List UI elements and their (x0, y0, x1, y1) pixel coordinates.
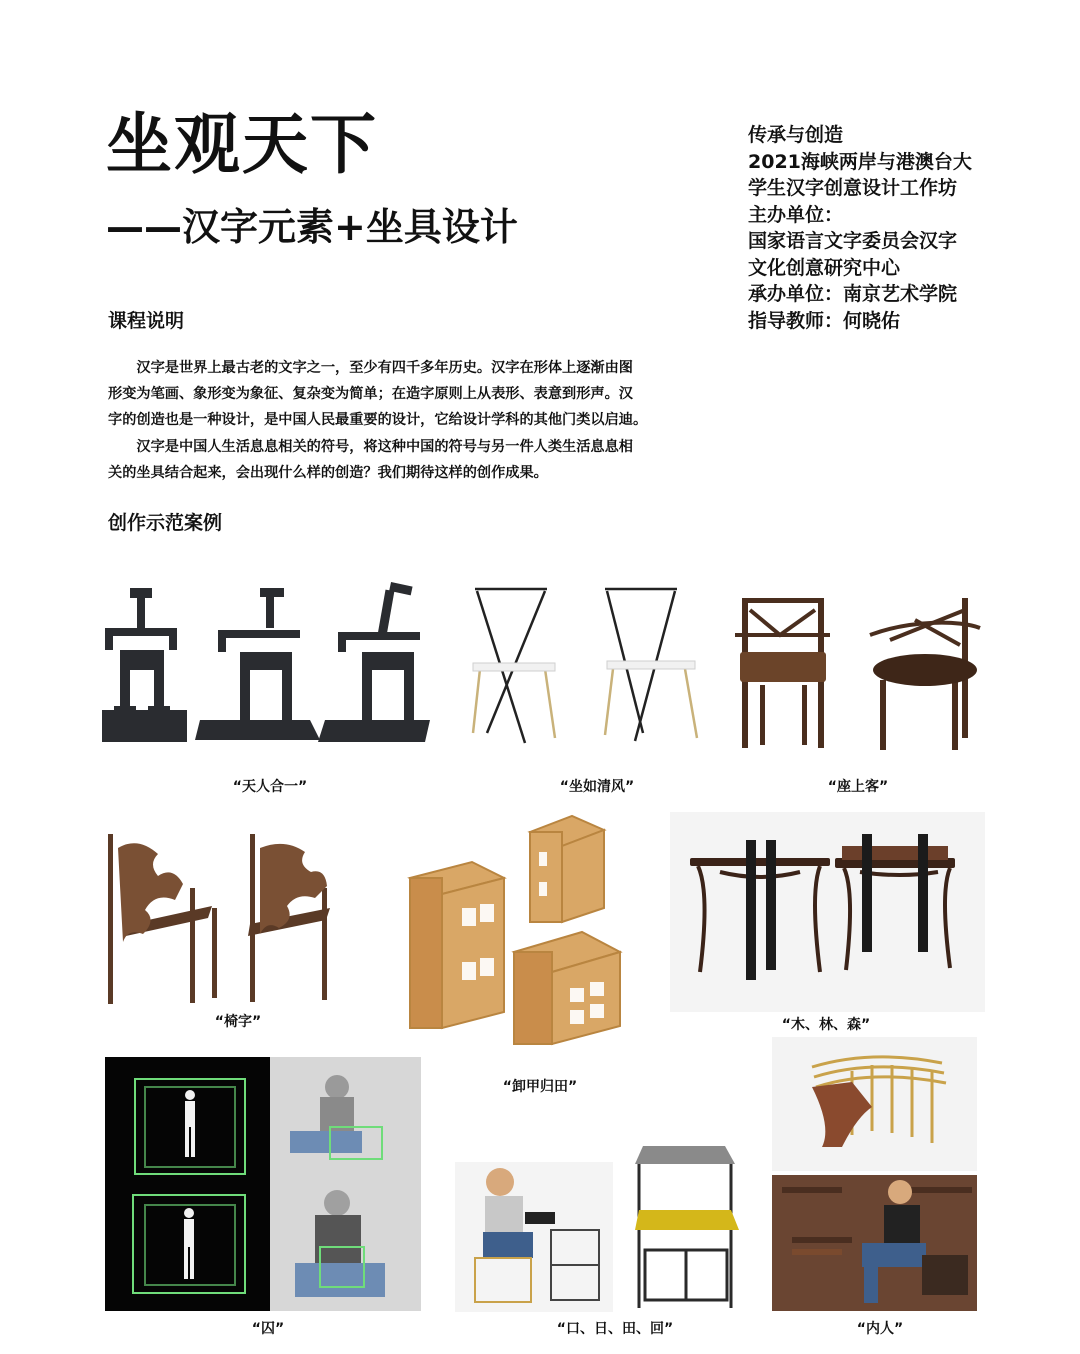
zuruqingfeng-photo (465, 583, 715, 748)
description-line: 形变为笔画、象形变为象征、复杂变为简单；在造字原则上从表形、表意到形声。汉 (108, 386, 633, 403)
description-line: 字的创造也是一种设计，是中国人民最重要的设计，它给设计学科的其他门类以启迪。 (108, 412, 648, 429)
page-subtitle: ——汉字元素+坐具设计 (106, 205, 518, 249)
info-line: 指导教师：何晓佑 (748, 309, 901, 332)
zuoshangke-photo (730, 590, 995, 755)
info-line: 文化创意研究中心 (748, 256, 901, 279)
caption-kouritianhui: “口、日、田、回” (556, 1321, 674, 1337)
workshop-info (748, 122, 1068, 334)
mulinsen-photo (670, 812, 985, 1012)
course-heading: 课程说明 (108, 310, 185, 332)
description-line: 汉字是世界上最古老的文字之一，至少有四千多年历史。汉字在形体上逐渐由图 (108, 360, 633, 376)
tianrenheyi-photo (100, 580, 440, 750)
info-line: 2021海峡两岸与港澳台大 (748, 150, 972, 173)
examples-heading: 创作示范案例 (108, 512, 223, 534)
description-line: 汉字是中国人生活息息相关的符号，将这种中国的符号与另一件人类生活息息相 (108, 438, 633, 455)
info-line: 主办单位： (748, 203, 844, 226)
xiejiaguitian-photo (402, 812, 652, 1054)
neiren-photo (772, 1037, 977, 1311)
info-line: 承办单位：南京艺术学院 (748, 283, 958, 305)
info-line: 传承与创造 (748, 124, 844, 146)
caption-zuruqingfeng: “坐如清风” (559, 779, 635, 795)
caption-yizi: “椅字” (214, 1014, 262, 1030)
caption-qiu: “囚” (251, 1321, 285, 1337)
caption-tianrenheyi: “天人合一” (232, 779, 308, 795)
page-title: 坐观天下 (106, 106, 378, 183)
course-description (108, 355, 673, 486)
caption-mulinsen: “木、林、森” (781, 1017, 871, 1033)
caption-xiejiaguitian: “卸甲归田” (502, 1079, 578, 1095)
description-line: 关的坐具结合起来，会出现什么样的创造？我们期待这样的创作成果。 (108, 464, 548, 481)
yizi-photo (100, 828, 345, 1008)
info-line: 学生汉字创意设计工作坊 (748, 177, 958, 199)
caption-zuoshangke: “座上客” (827, 779, 889, 795)
qiu-photo (105, 1057, 421, 1311)
info-line: 国家语言文字委员会汉字 (748, 230, 958, 252)
kouritianhui-photo (455, 1140, 745, 1312)
caption-neiren: “内人” (856, 1321, 904, 1337)
